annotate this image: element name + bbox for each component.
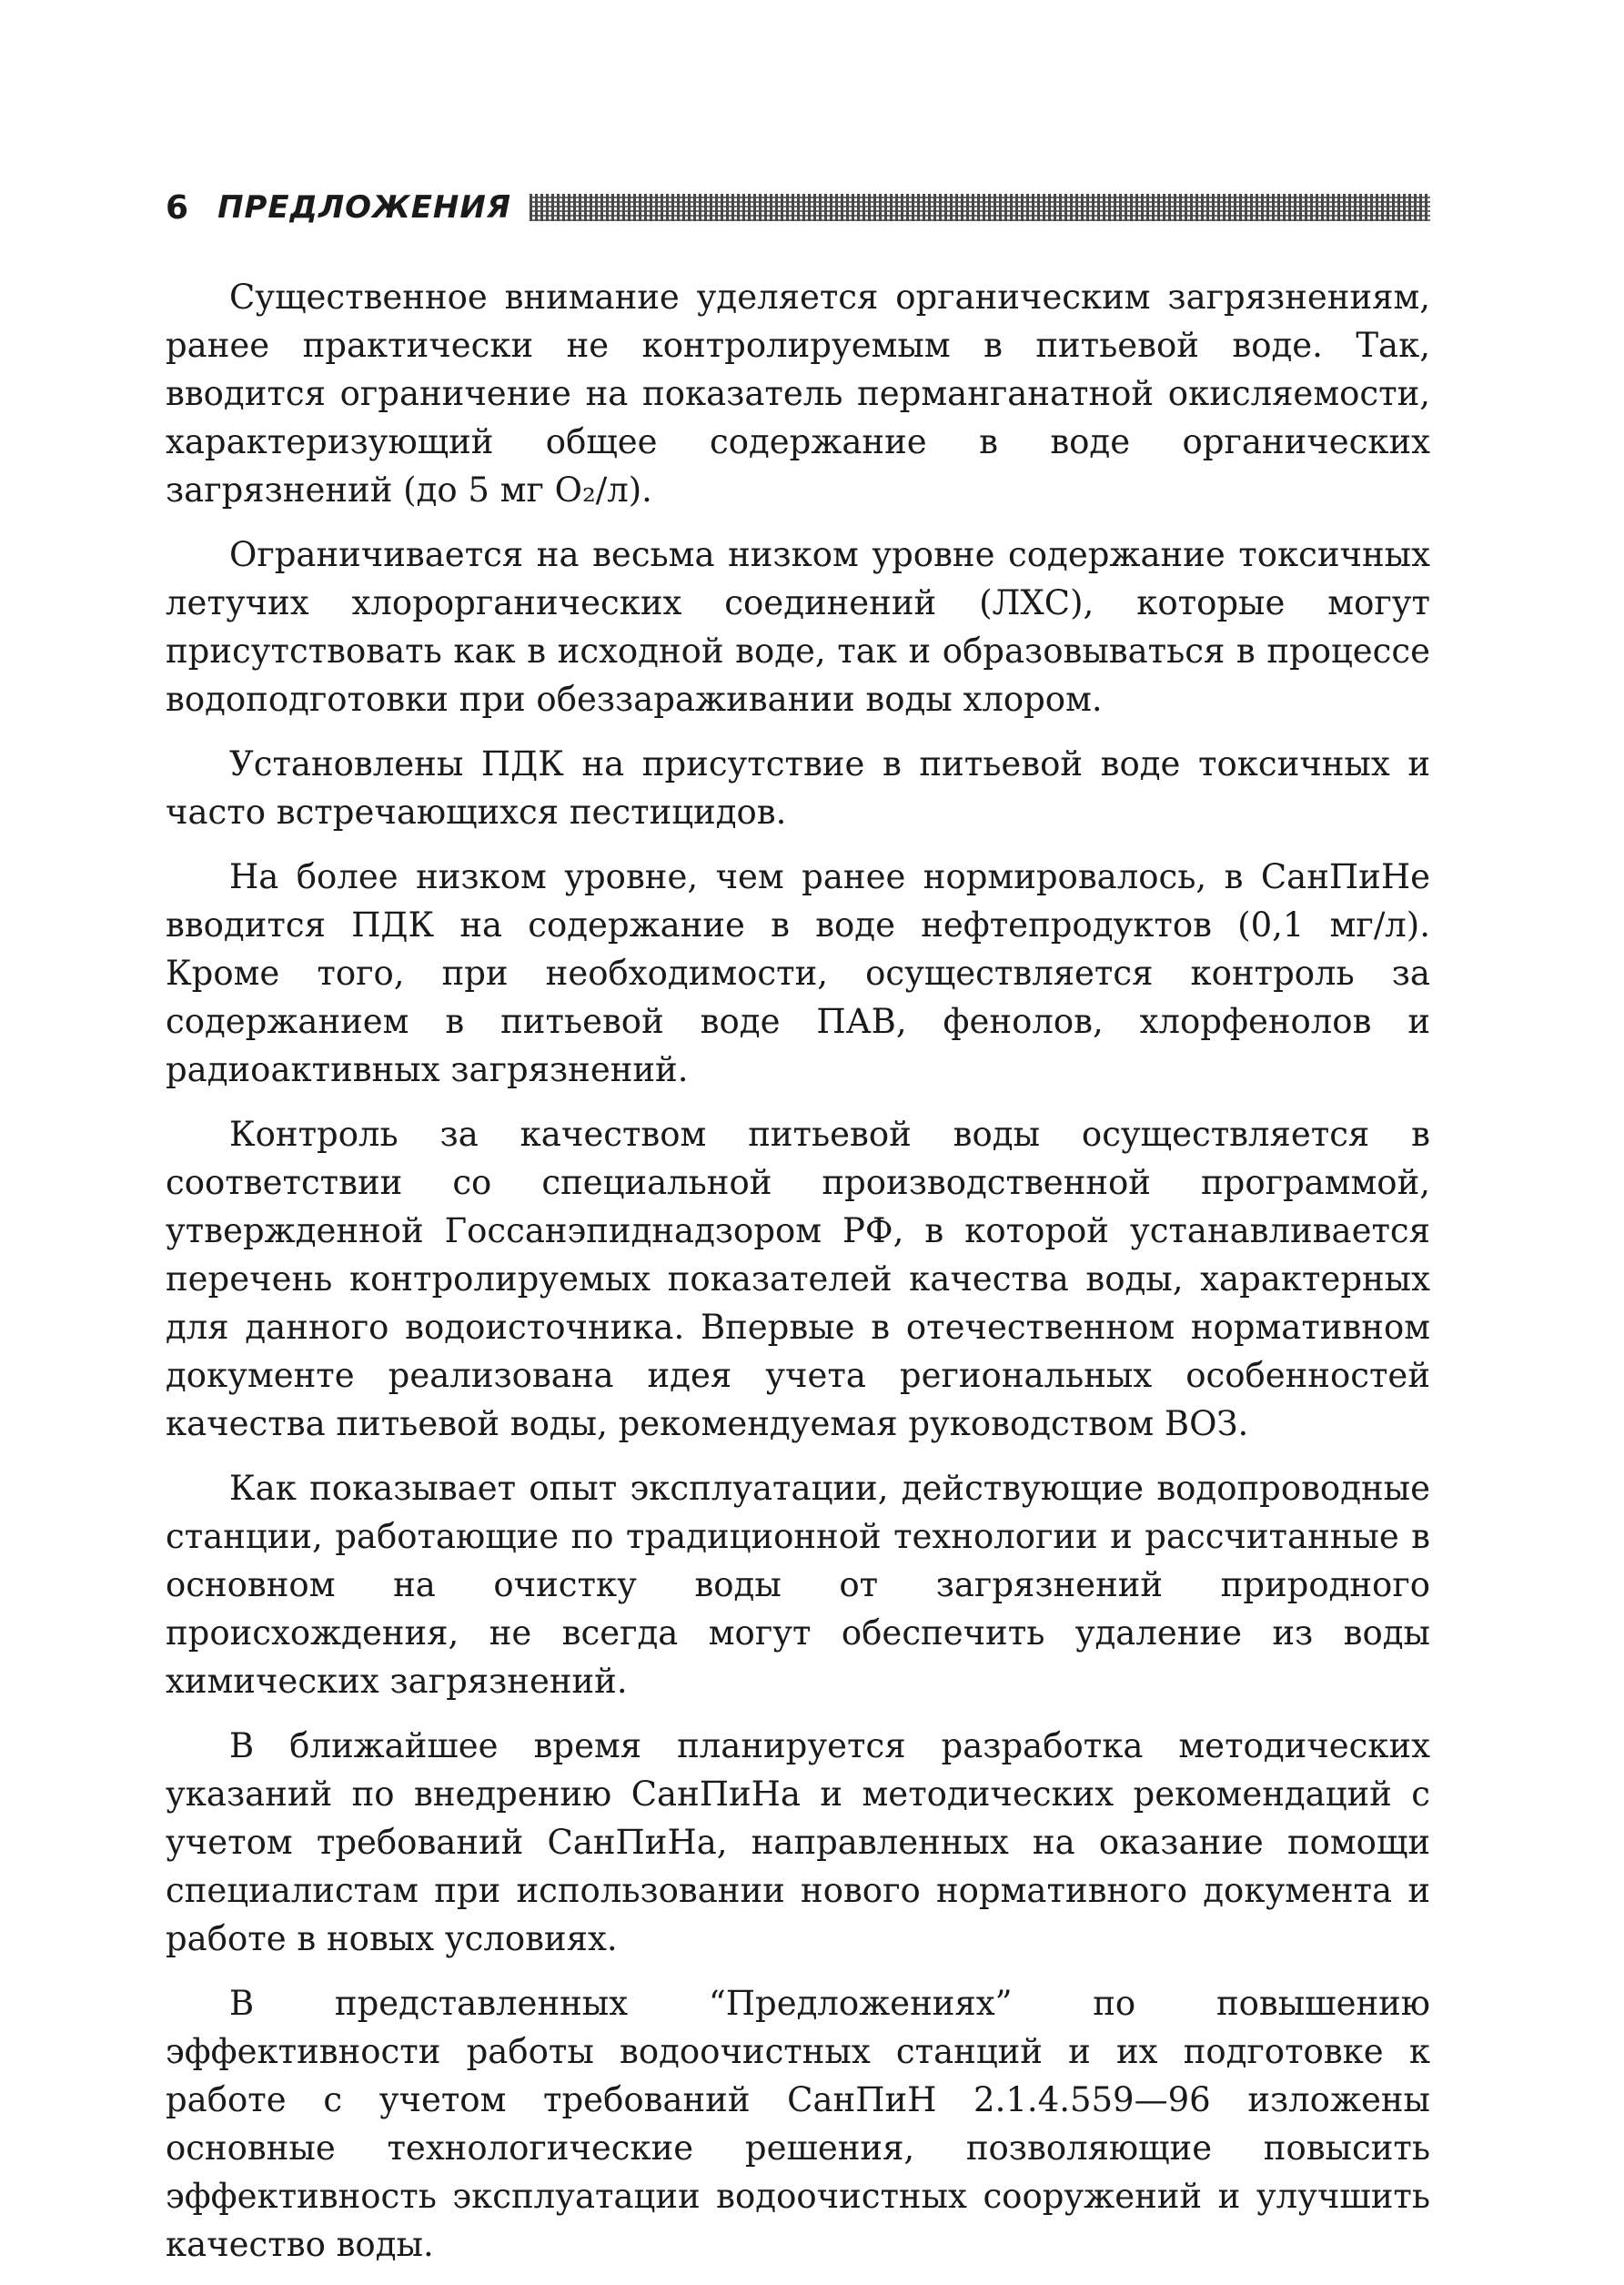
paragraph: Ограничивается на весьма низком уровне содержание токсичных летучих хлорорганических соединений (ЛХС), которые могут присутствовать как в исходной воде, так и образовываться в процессе водоподготовки при обеззараживании воды хлором. [166, 535, 1430, 719]
section-title: ПРЕДЛОЖЕНИЯ [217, 189, 512, 226]
paragraph: Контроль за качеством питьевой воды осуществляется в соответствии со специальной производственной программой, утвержденной Госсанэпиднадзором РФ, в которой устанавливается перечень контролируемых показателей качества воды, характерных для данного водоисточника. Впервые в отечественном нормативном документе реализована идея учета региональных особенностей качества питьевой воды, рекомендуемая руководством ВОЗ. [166, 1115, 1430, 1443]
paragraph: Существенное внимание уделяется органическим загрязнениям, ранее практически не контролируемым в питьевой воде. Так, вводится ограничение на показатель перманганатной окисляемости, характеризующий общее содержание в воде органических загрязнений (до 5 мг O₂/л). [166, 278, 1430, 510]
paragraph: На более низком уровне, чем ранее нормировалось, в СанПиНе вводится ПДК на содержание в воде нефтепродуктов (0,1 мг/л). Кроме того, при необходимости, осуществляется контроль за содержанием в питьевой воде ПАВ, фенолов, хлорфенолов и радиоактивных загрязнений. [166, 857, 1430, 1089]
paragraph: Как показывает опыт эксплуатации, действующие водопроводные станции, работающие по традиционной технологии и рассчитанные в основном на очистку воды от загрязнений природного происхождения, не всегда могут обеспечить удаление из воды химических загрязнений. [166, 1469, 1430, 1701]
running-head [166, 180, 1430, 235]
header-decorative-rule [530, 194, 1430, 221]
paragraph: В ближайшее время планируется разработка методических указаний по внедрению СанПиНа и методических рекомендаций с учетом требований СанПиНа, направленных на оказание помощи специалистам при использовании нового нормативного документа и работе в новых условиях. [166, 1726, 1430, 1958]
paragraph: В представленных “Предложениях” по повышению эффективности работы водоочистных станций и их подготовке к работе с учетом требований СанПиН 2.1.4.559—96 изложены основные технологические решения, позволяющие повысить эффективность эксплуатации водоочистных сооружений и улучшить качество воды. [166, 1984, 1430, 2264]
body-text [166, 273, 1430, 2285]
paragraph: Установлены ПДК на присутствие в питьевой воде токсичных и часто встречающихся пестицидов. [166, 744, 1430, 832]
page-number: 6 [166, 188, 189, 227]
